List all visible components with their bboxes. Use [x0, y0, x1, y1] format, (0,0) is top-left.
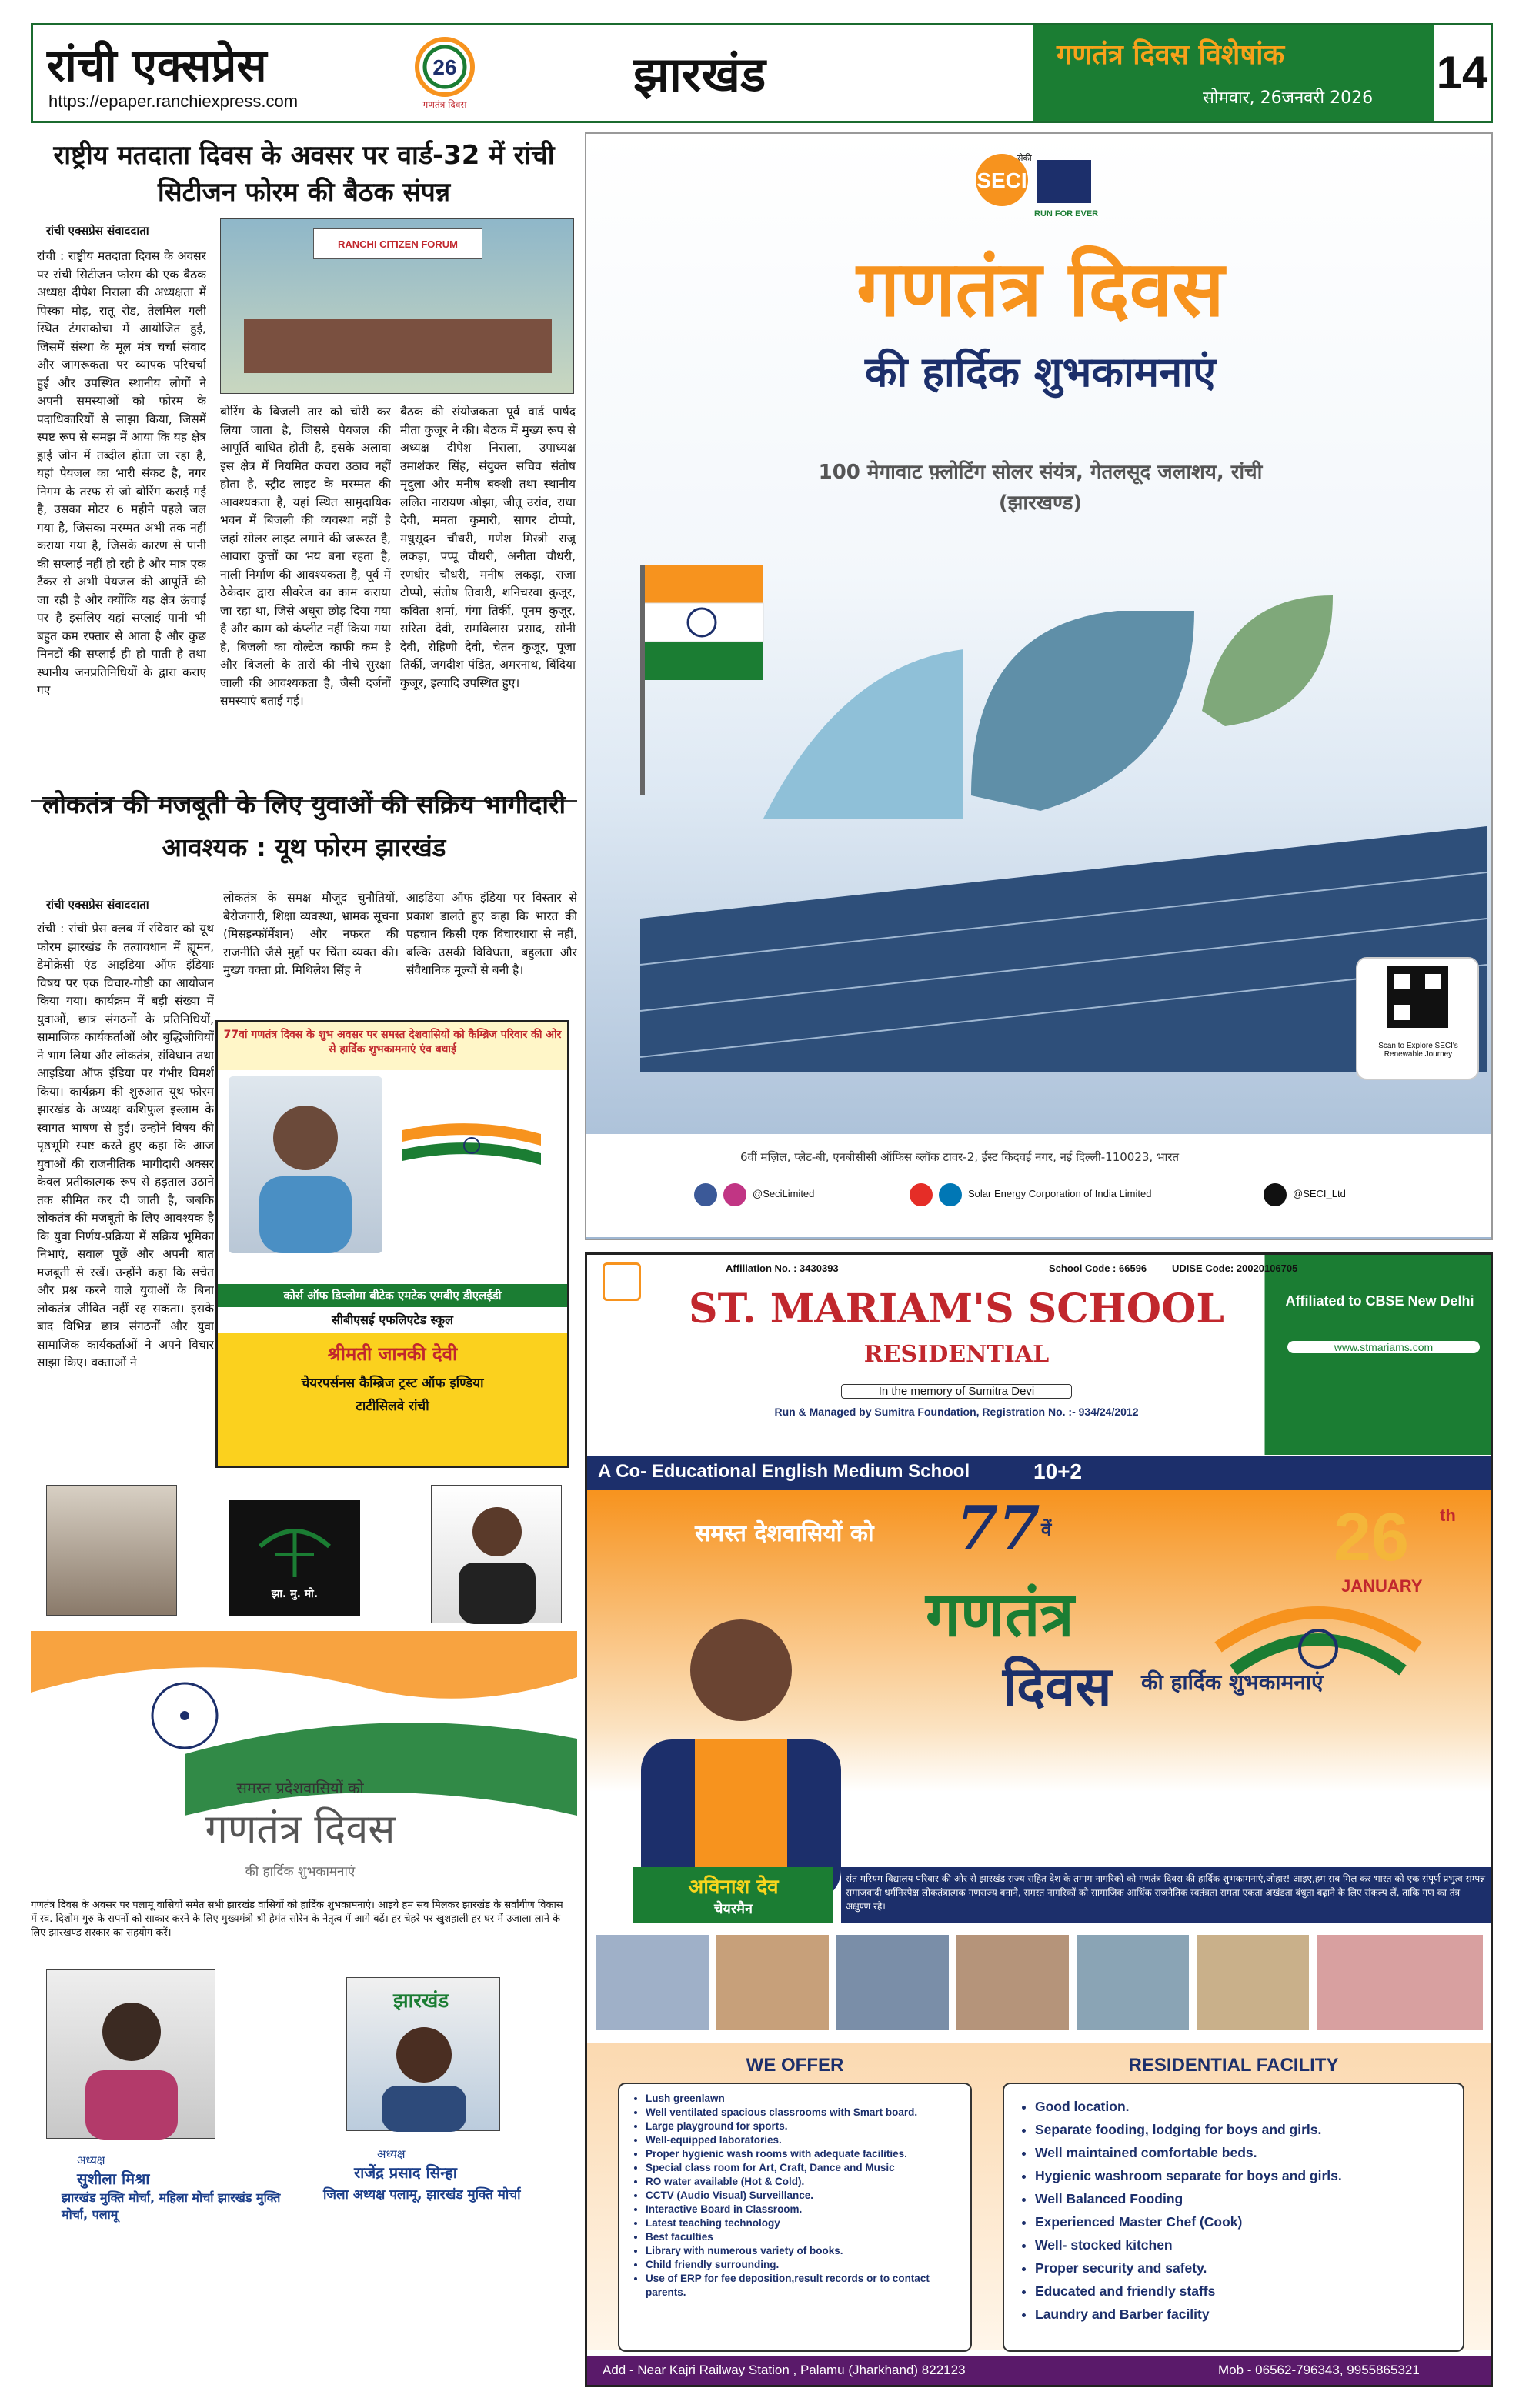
article1-photo — [220, 218, 574, 394]
meeting-table — [244, 319, 552, 373]
jmm-greet-sub: की हार्दिक शुभकामनाएं — [245, 1864, 356, 1879]
school-run-by: Run & Managed by Sumitra Foundation, Registration No. :- 934/24/2012 — [774, 1406, 1139, 1418]
cbse-line: सीबीएसई एफलिएटेड स्कूल — [332, 1312, 453, 1327]
qr-code[interactable] — [1356, 957, 1479, 1080]
masthead — [31, 23, 1493, 123]
seci-state: (झारखण्ड) — [998, 492, 1083, 515]
photo-strip — [587, 1929, 1491, 2036]
rajendra-photo — [346, 1977, 500, 2131]
p2-org: जिला अध्यक्ष पलामू, झारखंड मुक्ति मोर्चा — [323, 2187, 521, 2203]
article2-col1: रांची : रांची प्रेस क्लब में रविवार को यूथ फोरम झारखंड के तत्वावधान में ह्यूमन, डेमोक्रेसी एंड आइडिया ऑफ इंडियाः विषय पर एक विचार-गोष्ठी का आयोजन किया गया। कार्यक्रम में बड़ी संख्या में युवाओं, छात्र संगठनों के प्रतिनिधियों, सामाजिक कार्यकर्ताओं और बुद्धिजीवियों ने भाग लिया और लोकतंत्र, संविधान तथा आइडिया ऑफ इंडिया पर गंभीर विमर्श किया। कार्यक्रम की शुरुआत यूथ फोरम झारखंड के अध्यक्ष कशिफुल इस्लाम के स्वागत भाषण से हुई। उन्होंने विषय की पृष्ठभूमि स्पष्ट करते हुए कहा कि आज युवाओं की राजनीतिक भागीदारी अक्सर केवल प्रतीकात्मक रूप से हड़ताल उठाने तक सीमित कर दी जाती है, जबकि लोकतंत्र की मजबूती के लिए आवश्यक है कि युवा निर्णय-प्रक्रिया में सक्रिय भूमिका निभाएं, सवाल पूछें और अपनी बात मजबूती से रखें। उन्होंने कहा कि सचेत और प्रश्न करने वाले युवाओं के बिना लोकतंत्र जीवित नहीं रह सकता। इसके बाद विभिन्न छात्र संगठनों और युवा सामाजिक कार्यकर्ताओं ने अपने विचार साझा किए। वक्ताओं ने — [37, 922, 214, 1369]
linkedin-icon[interactable] — [939, 1183, 962, 1206]
seci-social-1[interactable]: @SeciLimited — [753, 1188, 815, 1199]
residential-item: • Good location. — [1035, 2095, 1447, 2118]
residential-item: • Separate fooding, lodging for boys and girls. — [1035, 2118, 1447, 2141]
offer-item: • Special class room for Art, Craft, Dance and Music — [646, 2161, 960, 2175]
article1-col1: रांची : राष्ट्रीय मतदाता दिवस के अवसर पर रांची सिटीजन फोरम की एक बैठक अध्यक्ष दीपेश निराला की अध्यक्षता में पिस्का मोड़, रातू रोड, तेलमिल गली स्थित टंगराकोचा में आयोजित हुई, जिसमें संस्था के मूल मंत्र चर्चा संवाद और जागरूकता पर व्यापक परिचर्चा हुई और उपस्थित स्थानीय लोगों ने अपनी समस्याओं को फोरम के पदाधिकारियों से साझा किया, जिसमें स्पष्ट रूप से समझ में आया कि यह क्षेत्र ड्राई जोन में तब्दील होता जा रहा है, यहां पेयजल का भारी संकट है, नगर निगम के तरफ से जो बोरिंग कराई गई है, उसका मोटर 6 महीने पहले जल गया है, जिसका मरम्मत अभी तक नहीं कराया गया है, जिसके कारण से पानी की सप्लाई नहीं हो रही है और मात्र एक टैंकर से अभी पेयजल की आपूर्ति की जा रही है और क्योंकि यह क्षेत्र ऊंचाई पर है इसलिए यहां सप्लाई पानी भी बहुत कम रफ्तार से आता है और कुछ मिनटों की सप्लाई ही हो पाती है तथा स्थानीय जनप्रतिनिधियों के द्वारा कराए गए — [37, 249, 206, 697]
residential-item: • Well- stocked kitchen — [1035, 2233, 1447, 2256]
school-residential: RESIDENTIAL — [863, 1341, 1050, 1368]
offer-item: • Well ventilated spacious classrooms with Smart board. — [646, 2106, 960, 2120]
instagram-icon[interactable] — [723, 1183, 746, 1206]
offer-title: WE OFFER — [746, 2055, 844, 2076]
seci-brand-hi: सेकी — [1017, 153, 1032, 163]
residential-item: • Laundry and Barber facility — [1035, 2303, 1447, 2326]
issue-date: सोमवार, 26जनवरी 2026 — [1203, 88, 1374, 108]
school-udise: UDISE Code: 20020106705 — [1172, 1262, 1298, 1274]
seci-tagline: RUN FOR EVER — [1034, 209, 1099, 218]
offer-box — [618, 2083, 972, 2352]
offer-item: • Interactive Board in Classroom. — [646, 2203, 960, 2216]
offer-item: • Latest teaching technology — [646, 2216, 960, 2230]
x-icon[interactable] — [1264, 1183, 1287, 1206]
school-day: 26 — [1334, 1499, 1409, 1575]
school-wish: की हार्दिक शुभकामनाएं — [1141, 1669, 1324, 1695]
school-website[interactable]: www.stmariams.com — [1287, 1341, 1480, 1353]
flag-swoosh — [395, 1115, 549, 1176]
chairman-name: अविनाश देव — [688, 1876, 779, 1899]
offer-item: • Large playground for sports. — [646, 2120, 960, 2133]
p2-name: राजेंद्र प्रसाद सिन्हा — [354, 2163, 457, 2182]
school-code: School Code : 66596 — [1049, 1262, 1147, 1274]
seci-footer — [586, 1134, 1491, 1237]
article2-col2: लोकतंत्र के समक्ष मौजूद चुनौतियों, बेरोजगारी, शिक्षा व्यवस्था, भ्रामक सूचना (मिसइन्फॉर्मेशन) और नफरत की राजनीति जैसे मुद्दों पर चिंता व्यक्त की। मुख्य वक्ता प्रो. मिथिलेश सिंह ने — [223, 891, 399, 977]
chairperson-photo — [229, 1076, 382, 1253]
offer-item: • Lush greenlawn — [646, 2092, 960, 2106]
residential-item: • Educated and friendly staffs — [1035, 2280, 1447, 2303]
special-edition-label: गणतंत्र दिवस विशेषांक — [1057, 39, 1285, 71]
school-greet: समस्त देशवासियों को — [695, 1520, 874, 1547]
facebook-icon[interactable] — [694, 1183, 717, 1206]
logo-caption: गणतंत्र दिवस — [422, 99, 467, 110]
republic-day-logo — [402, 33, 487, 113]
residential-list — [1004, 2084, 1463, 2326]
jmm-body: गणतंत्र दिवस के अवसर पर पलामू वासियों समेत सभी झारखंड वासियों को हार्दिक शुभकामनाएं। आइये हम सब मिलकर झारखंड के सर्वांगीण विकास में स्व. दिशोम गुरु के सपनों को साकार करने के लिए मुख्यमंत्री श्री हेमंत सोरेन के नेतृत्व में आगे बढ़ें। हर चेहरे पर खुशहाली हर घर में उजाला लाने के लिए झारखण्ड सरकार का सहयोग करें। — [31, 1899, 563, 1939]
seci-brand-mark: SECI — [976, 168, 1027, 192]
residential-item: • Well maintained comfortable beds. — [1035, 2141, 1447, 2164]
school-gantantra: गणतंत्र — [926, 1579, 1074, 1650]
seci-ad — [585, 132, 1493, 1240]
residential-box — [1003, 2083, 1464, 2352]
jmm-greet-big: गणतंत्र दिवस — [205, 1806, 396, 1853]
offer-item: • Well-equipped laboratories. — [646, 2133, 960, 2147]
date-badge — [1310, 1490, 1491, 1636]
chairperson-title: चेयरपर्सनस कैम्ब्रिज ट्रस्ट ऑफ इण्डिया — [301, 1376, 484, 1391]
location: टाटीसिलवे रांची — [356, 1399, 429, 1414]
offer-item: • RO water available (Hot & Cold). — [646, 2175, 960, 2189]
qr-caption: Scan to Explore SECI's Renewable Journey — [1378, 1042, 1458, 1059]
article1-byline: रांची एक्सप्रेस संवाददाता — [46, 224, 149, 238]
school-name: ST. MARIAM'S SCHOOL — [689, 1286, 1224, 1332]
residential-item: • Proper security and safety. — [1035, 2256, 1447, 2280]
youtube-icon[interactable] — [910, 1183, 933, 1206]
name-panel — [218, 1333, 567, 1466]
p1-role: अध्यक्ष — [77, 2153, 105, 2167]
p1-org: झारखंड मुक्ति मोर्चा, महिला मोर्चा झारखंड मुक्ति मोर्चा, पलामू — [62, 2190, 281, 2222]
school-address: Add - Near Kajri Railway Station , Palamu (Jharkhand) 822123 — [603, 2363, 966, 2377]
school-mob[interactable]: Mob - 06562-796343, 9955865321 — [1218, 2363, 1420, 2377]
courses-line: कोर्स ऑफ डिप्लोमा बीटेक एमटेक एमबीए डीएलईडी — [218, 1284, 567, 1307]
school-th: th — [1440, 1506, 1456, 1525]
offer-item: • CCTV (Audio Visual) Surveillance. — [646, 2189, 960, 2203]
medium-bar — [587, 1456, 1491, 1490]
school-diwas: दिवस — [1003, 1655, 1112, 1718]
school-affiliated: Affiliated to CBSE New Delhi — [1285, 1293, 1474, 1309]
article2-col3: आइडिया ऑफ इंडिया पर विस्तार से प्रकाश डालते हुए कहा कि भारत की पहचान किसी एक विचारधारा से नहीं, बल्कि उसकी विविधता, बहुलता और संवैधानिक मूल्यों से बनी है। — [406, 891, 577, 977]
chairman-title: चेयरमैन — [714, 1901, 753, 1917]
jharkhand-banner: झारखंड — [393, 1989, 449, 2013]
offer-item: • Proper hygienic wash rooms with adequate facilities. — [646, 2147, 960, 2161]
citizen-forum-banner: RANCHI CITIZEN FORUM — [313, 228, 482, 259]
leader-photo-2 — [431, 1485, 562, 1623]
cambridge-top-text: 77वां गणतंत्र दिवस के शुभ अवसर पर समस्त देशवासियों को कैम्ब्रिज परिवार की ओर से हार्दिक शुभकामनाएं एंव बधाई — [218, 1022, 567, 1070]
school-memory: In the memory of Sumitra Devi — [841, 1384, 1072, 1399]
seci-logo — [963, 149, 1117, 234]
p1-name: सुशीला मिश्रा — [77, 2170, 150, 2188]
residential-item: • Hygienic washroom separate for boys and girls. — [1035, 2164, 1447, 2187]
section-title: झारखंड — [633, 46, 766, 102]
leader-photo-1 — [46, 1485, 177, 1616]
jmm-logo — [229, 1500, 360, 1616]
chairman-photo — [610, 1578, 872, 1901]
jmm-ad — [31, 1477, 577, 2389]
school-crest-icon — [603, 1262, 641, 1301]
page-number: 14 — [1434, 25, 1491, 121]
newspaper-title: रांची एक्सप्रेस — [47, 39, 267, 92]
cambridge-ad — [215, 1020, 569, 1468]
school-ve: वें — [1041, 1519, 1052, 1540]
school-ad — [585, 1252, 1493, 2387]
chairperson-name: श्रीमती जानकी देवी — [327, 1343, 458, 1365]
seci-project: 100 मेगावाट फ़्लोटिंग सोलर संयंत्र, गेतलसूद जलाशय, रांची — [818, 461, 1263, 484]
article1-headline: राष्ट्रीय मतदाता दिवस के अवसर पर वार्ड-32 में रांची सिटीजन फोरम की बैठक संपन्न — [53, 140, 555, 208]
article2-byline: रांची एक्सप्रेस संवाददाता — [46, 898, 149, 912]
school-affiliation: Affiliation No. : 3430393 — [726, 1262, 839, 1274]
offer-item: • Library with numerous variety of books. — [646, 2244, 960, 2258]
school-footer — [587, 2356, 1491, 2385]
article1-col2: बोरिंग के बिजली तार को चोरी कर लिया जाता है, जिससे पेयजल की आपूर्ति बाधित होती है, इसके अलावा इस क्षेत्र में नियमित कचरा उठाव नहीं होता है, स्ट्रीट लाइट के मरम्मत की आवश्यकता है, यहां स्थित सामुदायिक भवन में बिजली की व्यवस्था नहीं है जहां सोलर लाइट लगाने की जरूरत है, आवारा कुत्तों का भय बना रहता है, नाली निर्माण की आवश्यकता है, पूर्व में ठेकेदार द्वारा सीवरेज का काम कराया जा रहा था, जिसे अधूरा छोड़ दिया गया है और काम को कंप्लीट नहीं किया गया है, बिजली का वोल्टेज काफी कम है और बिजली के तारों की नीचे सुरक्षा जाली की आवश्यकता है, जैसी दर्जनों समस्याएं बताई गई। — [220, 405, 391, 708]
offer-item: • Best faculties — [646, 2230, 960, 2244]
sushila-photo — [46, 1969, 215, 2139]
offer-item: • Use of ERP for fee deposition,result records or to contact parents. — [646, 2272, 960, 2300]
seci-title-2: की हार्दिक शुभकामनाएं — [864, 348, 1217, 396]
seci-social-2[interactable]: Solar Energy Corporation of India Limited — [968, 1188, 1152, 1199]
residential-item: • Well Balanced Fooding — [1035, 2187, 1447, 2210]
article1-col3: बैठक की संयोजकता पूर्व वार्ड पार्षद मीता कुजूर ने की। बैठक में मुख्य रूप से अध्यक्ष दीपेश निराला, उपाध्यक्ष उमाशंकर सिंह, संयुक्त सचिव संतोष मृदुला और मनीष बक्शी तथा स्थानीय ललित नारायण ओझा, जीतू उरांव, राधा देवी, ममता कुमारी, सागर टोप्पो, मधुसूदन चौधरी, गणेश मिस्त्री राजू लकड़ा, पप्पू चौधरी, अनीता चौधरी, रणधीर चौधरी, मनीष लकड़ा, राजा टोप्पो, संतोष तिवारी, शनिचरवा कुजूर, कविता शर्मा, गंगा तिर्की, पूनम कुजूर, सरिता देवी, रामविलास प्रसाद, सोनी देवी, रोहिणी देवी, चेतन कुजूर, पूजा तिर्की, जगदीश पंडित, अमरनाथ, बिंदिया कुजूर, इत्यादि उपस्थित हुए। — [400, 405, 576, 690]
offer-list — [619, 2084, 970, 2300]
jmm-logo-text: झा. मु. मो. — [271, 1588, 319, 1600]
school-77: 77 — [956, 1493, 1040, 1563]
seci-title-1: गणतंत्र दिवस — [856, 244, 1224, 334]
chairman-label — [633, 1867, 833, 1923]
seci-address: 6वीं मंज़िल, प्लेट-बी, एनबीसीसी ऑफिस ब्लॉक टावर-2, ईस्ट किदवई नगर, नई दिल्ली-110023, भारत — [740, 1150, 1180, 1164]
article2-headline: लोकतंत्र की मजबूती के लिए युवाओं की सक्रिय भागीदारी आवश्यक : यूथ फोरम झारखंड — [42, 789, 566, 862]
offer-item: • Child friendly surrounding. — [646, 2258, 960, 2272]
seci-social-3[interactable]: @SECI_Ltd — [1293, 1188, 1346, 1199]
svg-text:26: 26 — [432, 55, 457, 79]
jmm-greet-small: समस्त प्रदेशवासियों को — [236, 1779, 364, 1797]
school-message: संत मरियम विद्यालय परिवार की ओर से झारखंड राज्य सहित देश के तमाम नागरिकों को गणतंत्र दिवस की हार्दिक शुभकामनाएं,जोहार! आइए,हम सब मिल कर भारत को एक संपूर्ण प्रभुत्व सम्पन्न समाजवादी धर्मनिरपेक्ष लोकतंत्रात्मक गणराज्य बनाने, समस्त नागरिकों को सामाजिक आर्थिक राजनैतिक स्वतंत्रता समता एकता अखंडता बंधुता बढ़ाने के लिए संकल्प लें, ताकि गण का तंत्र अक्षुण्ण रहे। — [841, 1867, 1491, 1923]
p2-role: अध्यक्ष — [377, 2147, 406, 2161]
school-grade: 10+2 — [1033, 1459, 1083, 1483]
school-medium: A Co- Educational English Medium School — [598, 1461, 970, 1482]
residential-title: RESIDENTIAL FACILITY — [1128, 2055, 1339, 2076]
epaper-url[interactable]: https://epaper.ranchiexpress.com — [48, 92, 299, 111]
school-month: JANUARY — [1341, 1576, 1423, 1596]
residential-item: • Experienced Master Chef (Cook) — [1035, 2210, 1447, 2233]
